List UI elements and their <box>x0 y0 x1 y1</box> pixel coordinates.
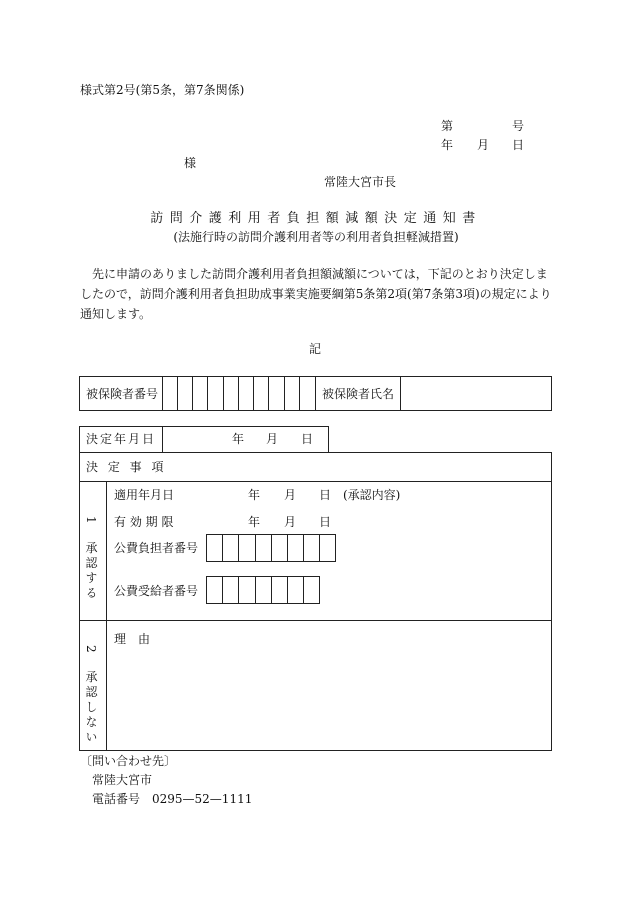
issue-month-label: 月 <box>477 138 490 152</box>
valid-day-label: 日 <box>319 515 332 529</box>
issue-year-label: 年 <box>441 138 454 152</box>
insured-number-label: 被保険者番号 <box>86 387 159 401</box>
public-payer-number-label: 公費負担者番号 <box>114 541 199 555</box>
document-title: 訪問介護利用者負担額減額決定通知書 <box>150 211 482 226</box>
apply-month-label: 月 <box>284 488 297 502</box>
insured-name-label: 被保険者氏名 <box>322 387 395 401</box>
decision-matters-label: 決 定 事 項 <box>86 460 167 474</box>
apply-day-label: 日 <box>319 488 332 502</box>
decision-month-label: 月 <box>266 432 279 446</box>
contact-city: 常陸大宮市 <box>92 773 153 787</box>
valid-period-label: 有 効 期 限 <box>114 515 174 529</box>
decision-year-label: 年 <box>232 432 245 446</box>
apply-date-label: 適用年月日 <box>114 488 175 502</box>
valid-month-label: 月 <box>284 515 297 529</box>
contact-heading: 〔問い合わせ先〕 <box>80 754 177 768</box>
approval-content-label: (承認内容) <box>343 488 401 502</box>
disapprove-label: 2 承認しない <box>84 645 98 746</box>
apply-year-label: 年 <box>248 488 261 502</box>
issuer-name: 常陸大宮市長 <box>324 175 397 189</box>
issue-day-label: 日 <box>512 138 525 152</box>
body-paragraph: 先に申請のありました訪問介護利用者負担額減額については，下記のとおり決定しましたので，訪問介護利用者負担助成事業実施要綱第5条第2項(第7条第3項)の規定により通知します。 <box>80 267 552 321</box>
decision-day-label: 日 <box>301 432 314 446</box>
decision-date-label: 決定年月日 <box>86 432 157 446</box>
document-number-suffix: 号 <box>512 119 525 133</box>
document-number-prefix: 第 <box>441 119 454 133</box>
recipient-honorific: 様 <box>184 156 197 170</box>
ki-heading: 記 <box>309 342 322 356</box>
form-number-label: 様式第2号(第5条，第7条関係) <box>80 83 245 97</box>
reason-label: 理 由 <box>114 632 151 646</box>
valid-year-label: 年 <box>248 515 261 529</box>
approve-label: 1 承認する <box>84 516 98 602</box>
public-recipient-number-label: 公費受給者番号 <box>114 584 199 598</box>
contact-phone: 電話番号 0295—52—1111 <box>92 792 253 806</box>
document-subtitle: (法施行時の訪問介護利用者等の利用者負担軽減措置) <box>173 230 459 244</box>
